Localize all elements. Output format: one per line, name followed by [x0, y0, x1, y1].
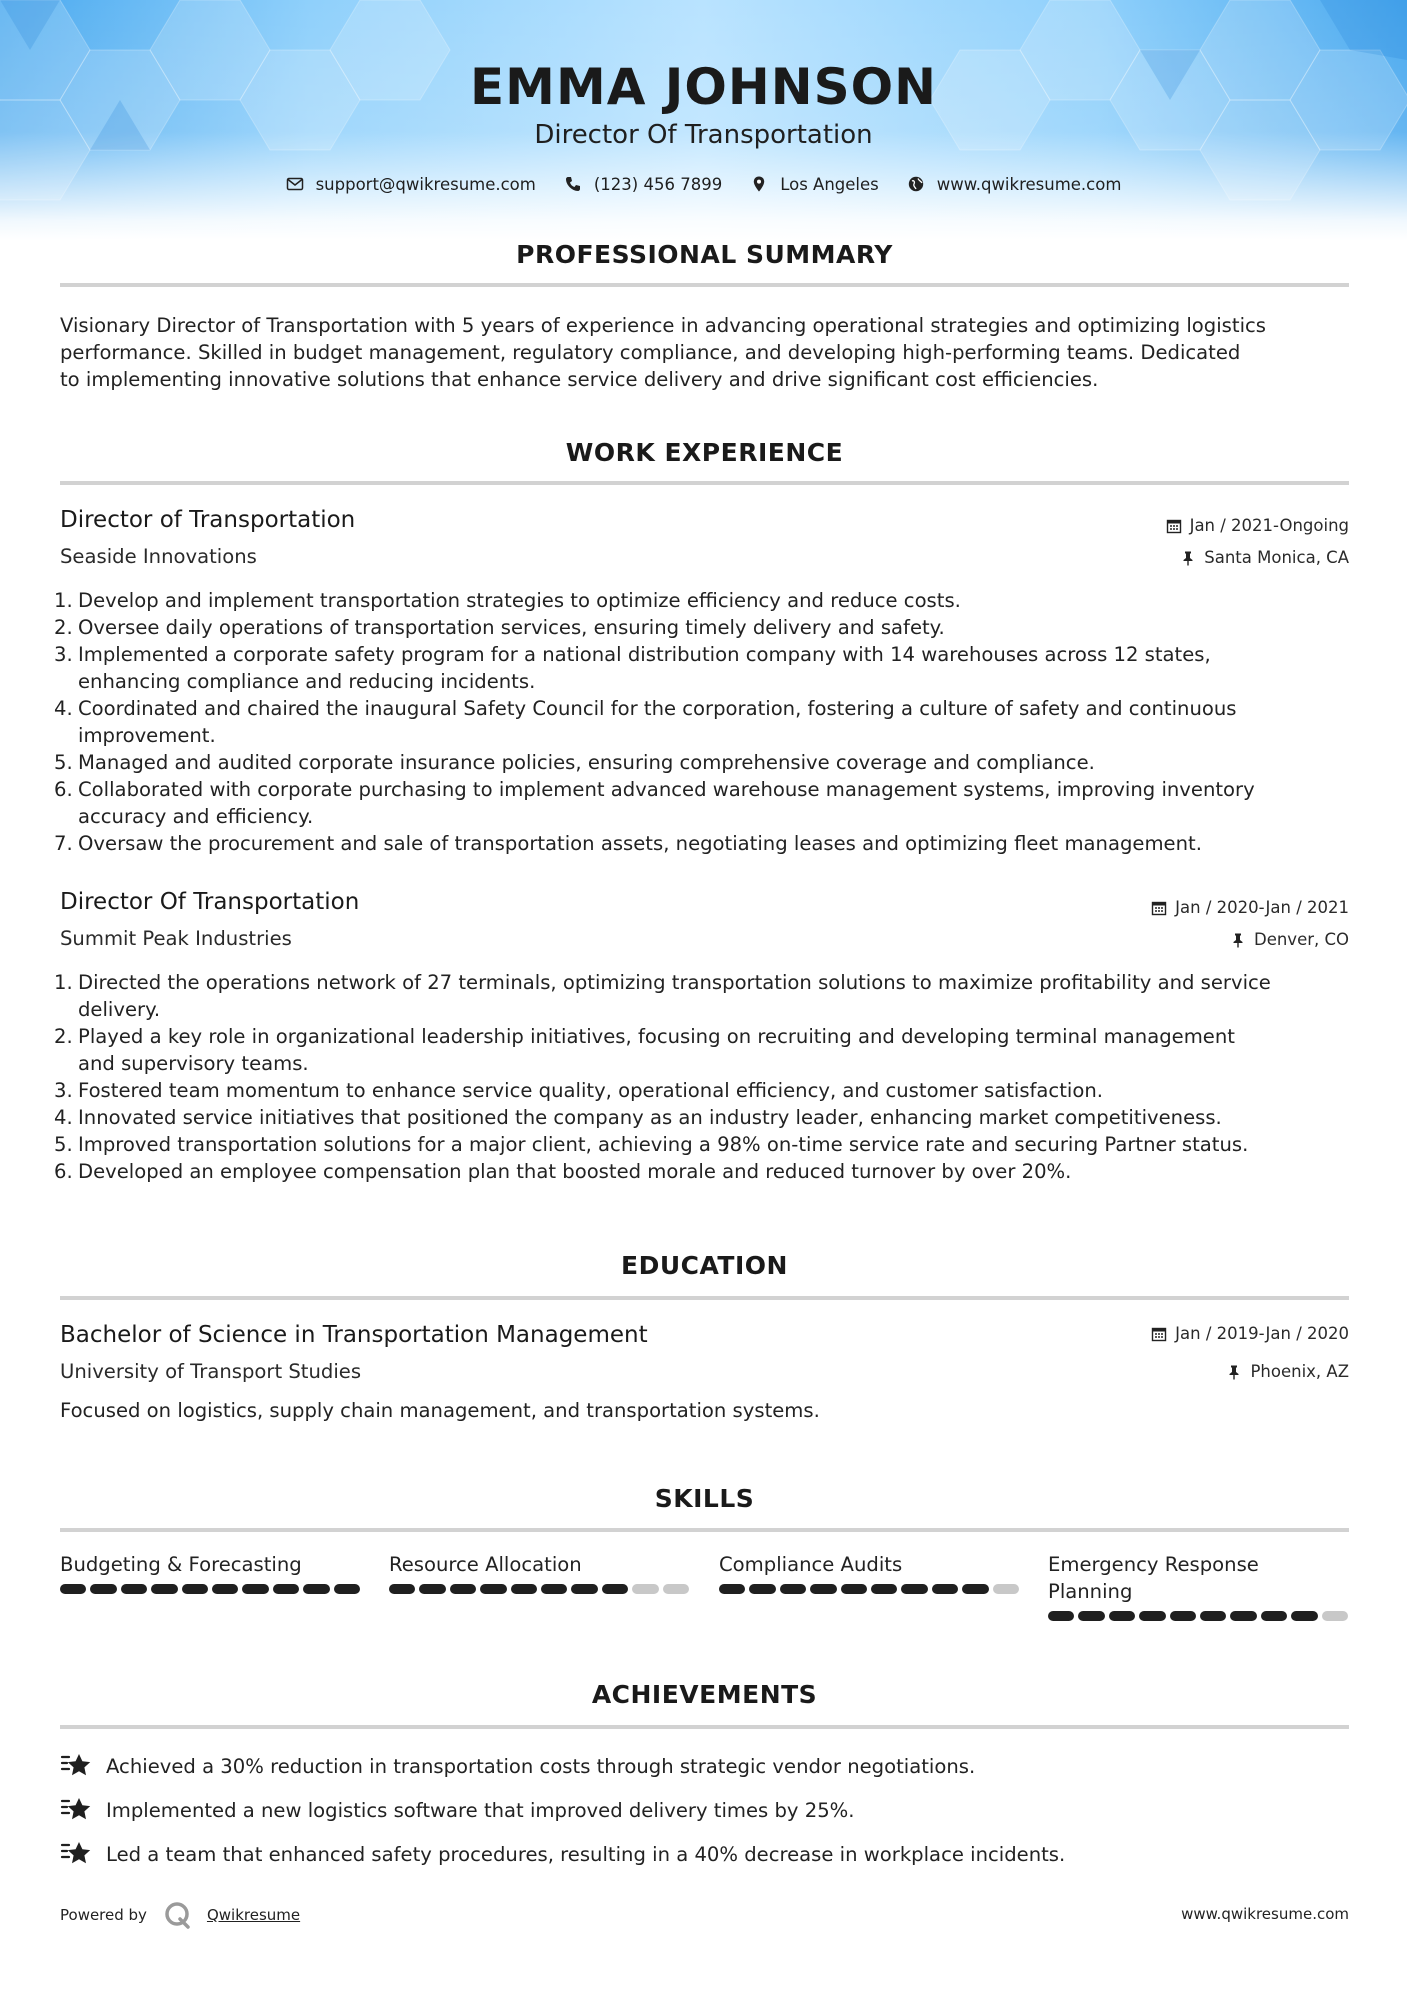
envelope-icon [286, 175, 304, 193]
list-number: 2. [54, 616, 73, 639]
list-text: Oversaw the procurement and sale of transportation assets, negotiating leases and optimizing fleet management. [78, 832, 1202, 855]
list-item [54, 1104, 1349, 1131]
summary-heading: PROFESSIONAL SUMMARY [516, 240, 893, 269]
skill-name-line: Compliance Audits [719, 1553, 903, 1576]
calendar-icon [1151, 1326, 1167, 1342]
job-location [1180, 548, 1349, 567]
list-text: Managed and audited corporate insurance policies, ensuring comprehensive coverage and compliance. [78, 751, 1095, 774]
job-bullets [54, 969, 1349, 1185]
job-dates-text: Jan / 2021-Ongoing [1189, 516, 1349, 535]
skill-level-segment-filled [1109, 1611, 1135, 1621]
skill-level-segment-filled [749, 1584, 775, 1594]
skill-level-bar [719, 1584, 1019, 1594]
skill-level-segment-filled [90, 1584, 116, 1594]
summary-text [60, 312, 1349, 393]
job-dates [1166, 516, 1349, 535]
skill-name [1048, 1551, 1348, 1605]
list-text: Coordinated and chaired the inaugural Safety Council for the corporation, fostering a culture of safety and continuous [78, 697, 1237, 720]
list-text: improvement. [78, 724, 216, 747]
header-banner [0, 0, 1407, 240]
skill-item [389, 1551, 689, 1594]
skill-level-segment-filled [511, 1584, 537, 1594]
list-item [54, 969, 1349, 1023]
calendar-icon [1151, 900, 1167, 916]
skill-level-segment-filled [841, 1584, 867, 1594]
achievements-heading: ACHIEVEMENTS [591, 1680, 818, 1709]
list-item [54, 1131, 1349, 1158]
skill-level-segment-filled [450, 1584, 476, 1594]
push-pin-icon [1180, 550, 1196, 566]
skill-level-segment-filled [962, 1584, 988, 1594]
list-text: Implemented a corporate safety program for a national distribution company with 14 warehouses across 12 states, [78, 643, 1211, 666]
list-number: 5. [54, 751, 73, 774]
job-bullets [54, 587, 1349, 857]
list-text: Directed the operations network of 27 terminals, optimizing transportation solutions to maximize profitability and service [78, 971, 1271, 994]
skill-level-segment-filled [871, 1584, 897, 1594]
contact-website-text: www.qwikresume.com [936, 174, 1122, 194]
list-number: 6. [54, 778, 73, 801]
job-location-text: Santa Monica, CA [1204, 548, 1349, 567]
skill-level-bar [1048, 1611, 1348, 1621]
skill-level-segment-filled [810, 1584, 836, 1594]
footer-powered-by [60, 1900, 300, 1930]
skill-level-segment-empty [993, 1584, 1019, 1594]
skill-level-segment-filled [1291, 1611, 1317, 1621]
experience-heading: WORK EXPERIENCE [565, 438, 844, 467]
skill-level-bar [60, 1584, 360, 1594]
star-badge-icon [60, 1795, 92, 1825]
skill-item [719, 1551, 1019, 1594]
education-location [1226, 1362, 1349, 1381]
skill-name-line: Planning [1048, 1580, 1133, 1603]
job-title: Director of Transportation [60, 507, 356, 533]
skill-level-segment-filled [242, 1584, 268, 1594]
experience-divider [60, 481, 1349, 485]
skill-level-segment-filled [151, 1584, 177, 1594]
list-number: 4. [54, 1106, 73, 1129]
skill-level-segment-filled [303, 1584, 329, 1594]
skill-level-segment-filled [419, 1584, 445, 1594]
powered-by-label: Powered by [60, 1906, 147, 1924]
skill-level-segment-filled [1261, 1611, 1287, 1621]
skill-level-segment-empty [663, 1584, 689, 1594]
list-number: 3. [54, 1079, 73, 1102]
list-text: Developed an employee compensation plan that boosted morale and reduced turnover by over 20%. [78, 1160, 1072, 1183]
job-company: Summit Peak Industries [60, 927, 292, 950]
achievement-item [60, 1839, 1065, 1869]
contact-website[interactable] [907, 175, 1122, 194]
summary-line: to implementing innovative solutions that enhance service delivery and drive significant cost efficiencies. [60, 368, 1099, 391]
skill-level-segment-filled [571, 1584, 597, 1594]
summary-divider [60, 283, 1349, 287]
list-number: 5. [54, 1133, 73, 1156]
achievement-item [60, 1751, 975, 1781]
skill-level-segment-filled [273, 1584, 299, 1594]
skill-level-segment-filled [121, 1584, 147, 1594]
list-number: 3. [54, 643, 73, 666]
achievement-text: Implemented a new logistics software that improved delivery times by 25%. [106, 1798, 855, 1822]
skill-name [719, 1551, 1019, 1578]
skill-level-segment-filled [182, 1584, 208, 1594]
skill-level-segment-filled [480, 1584, 506, 1594]
skill-level-segment-filled [212, 1584, 238, 1594]
star-badge-icon [60, 1839, 92, 1869]
achievement-text: Achieved a 30% reduction in transportation costs through strategic vendor negotiations. [106, 1754, 976, 1778]
list-text: Improved transportation solutions for a major client, achieving a 98% on-time service rate and securing Partner status. [78, 1133, 1249, 1156]
list-item [54, 641, 1349, 695]
contact-bar [0, 172, 1407, 196]
skill-level-segment-filled [1078, 1611, 1104, 1621]
list-item [54, 614, 1349, 641]
list-text: enhancing compliance and reducing incidents. [78, 670, 536, 693]
job-location-text: Denver, CO [1253, 930, 1349, 949]
map-pin-icon [750, 175, 768, 193]
list-text: Fostered team momentum to enhance service quality, operational efficiency, and customer satisfaction. [78, 1079, 1103, 1102]
candidate-title: Director Of Transportation [534, 120, 873, 150]
contact-location-text: Los Angeles [780, 174, 879, 194]
list-text: Played a key role in organizational leadership initiatives, focusing on recruiting and developing terminal management [78, 1025, 1235, 1048]
list-item [54, 1158, 1349, 1185]
list-text: Innovated service initiatives that positioned the company as an industry leader, enhancing market competitiveness. [78, 1106, 1222, 1129]
skill-level-segment-filled [901, 1584, 927, 1594]
globe-icon [907, 175, 925, 193]
skill-level-segment-filled [602, 1584, 628, 1594]
list-text: delivery. [78, 998, 161, 1021]
skill-level-segment-filled [1200, 1611, 1226, 1621]
list-item [54, 1077, 1349, 1104]
list-item [54, 587, 1349, 614]
education-divider [60, 1296, 1349, 1300]
skill-level-segment-filled [719, 1584, 745, 1594]
job-dates-text: Jan / 2020-Jan / 2021 [1175, 898, 1349, 917]
skill-name [389, 1551, 689, 1578]
skill-level-segment-filled [541, 1584, 567, 1594]
job-company: Seaside Innovations [60, 545, 257, 568]
summary-line: Visionary Director of Transportation with 5 years of experience in advancing operational strategies and optimizing logistics [60, 314, 1266, 337]
list-text: and supervisory teams. [78, 1052, 309, 1075]
candidate-name: EMMA JOHNSON [470, 58, 937, 116]
skill-item [1048, 1551, 1348, 1621]
skill-item [60, 1551, 360, 1594]
achievement-text: Led a team that enhanced safety procedures, resulting in a 40% decrease in workplace incidents. [106, 1842, 1066, 1866]
list-number: 2. [54, 1025, 73, 1048]
list-text: Oversee daily operations of transportation services, ensuring timely delivery and safety. [78, 616, 945, 639]
star-badge-icon [60, 1751, 92, 1781]
list-number: 1. [54, 589, 73, 612]
skills-heading: SKILLS [654, 1484, 755, 1513]
contact-phone[interactable] [564, 175, 722, 194]
skill-level-segment-filled [932, 1584, 958, 1594]
education-degree: Bachelor of Science in Transportation Management [60, 1322, 648, 1348]
contact-email-text: support@qwikresume.com [315, 174, 536, 194]
skill-level-segment-filled [780, 1584, 806, 1594]
list-item [54, 776, 1349, 830]
list-number: 1. [54, 971, 73, 994]
list-item [54, 749, 1349, 776]
education-dates-text: Jan / 2019-Jan / 2020 [1175, 1324, 1349, 1343]
skills-divider [60, 1528, 1349, 1532]
contact-email[interactable] [286, 175, 536, 194]
job-location [1230, 930, 1349, 949]
contact-phone-text: (123) 456 7899 [593, 174, 723, 194]
skill-level-segment-filled [389, 1584, 415, 1594]
skill-level-segment-filled [60, 1584, 86, 1594]
calendar-icon [1166, 518, 1182, 534]
skill-level-segment-filled [1139, 1611, 1165, 1621]
list-text: Develop and implement transportation strategies to optimize efficiency and reduce costs. [78, 589, 961, 612]
skill-level-segment-filled [334, 1584, 360, 1594]
push-pin-icon [1226, 1364, 1242, 1380]
skill-name [60, 1551, 360, 1578]
skill-name-line: Emergency Response [1048, 1553, 1259, 1576]
education-school: University of Transport Studies [60, 1360, 362, 1383]
list-item [54, 1023, 1349, 1077]
push-pin-icon [1230, 932, 1246, 948]
summary-line: performance. Skilled in budget management, regulatory compliance, and developing high-performing teams. Dedicated [60, 341, 1241, 364]
education-description: Focused on logistics, supply chain management, and transportation systems. [60, 1399, 820, 1422]
list-number: 4. [54, 697, 73, 720]
achievements-divider [60, 1725, 1349, 1729]
education-heading: EDUCATION [621, 1251, 788, 1280]
skill-level-segment-filled [1230, 1611, 1256, 1621]
list-number: 6. [54, 1160, 73, 1183]
footer-website[interactable]: www.qwikresume.com [1181, 1905, 1349, 1923]
skill-level-segment-empty [632, 1584, 658, 1594]
achievement-item [60, 1795, 855, 1825]
phone-icon [564, 175, 582, 193]
list-text: Collaborated with corporate purchasing to implement advanced warehouse management systems, improving inventory [78, 778, 1255, 801]
education-location-text: Phoenix, AZ [1250, 1362, 1349, 1381]
list-number: 7. [54, 832, 73, 855]
list-item [54, 695, 1349, 749]
skill-level-segment-filled [1170, 1611, 1196, 1621]
list-item [54, 830, 1349, 857]
qwikresume-logo-icon [163, 1900, 193, 1930]
skill-level-bar [389, 1584, 689, 1594]
skill-name-line: Resource Allocation [389, 1553, 582, 1576]
skill-level-segment-filled [1048, 1611, 1074, 1621]
contact-location [750, 175, 879, 194]
skill-name-line: Budgeting & Forecasting [60, 1553, 302, 1576]
job-title: Director Of Transportation [60, 889, 360, 915]
job-dates [1151, 898, 1349, 917]
education-dates [1151, 1324, 1349, 1343]
brand-link[interactable]: Qwikresume [206, 1906, 301, 1924]
list-text: accuracy and efficiency. [78, 805, 314, 828]
skill-level-segment-empty [1322, 1611, 1348, 1621]
